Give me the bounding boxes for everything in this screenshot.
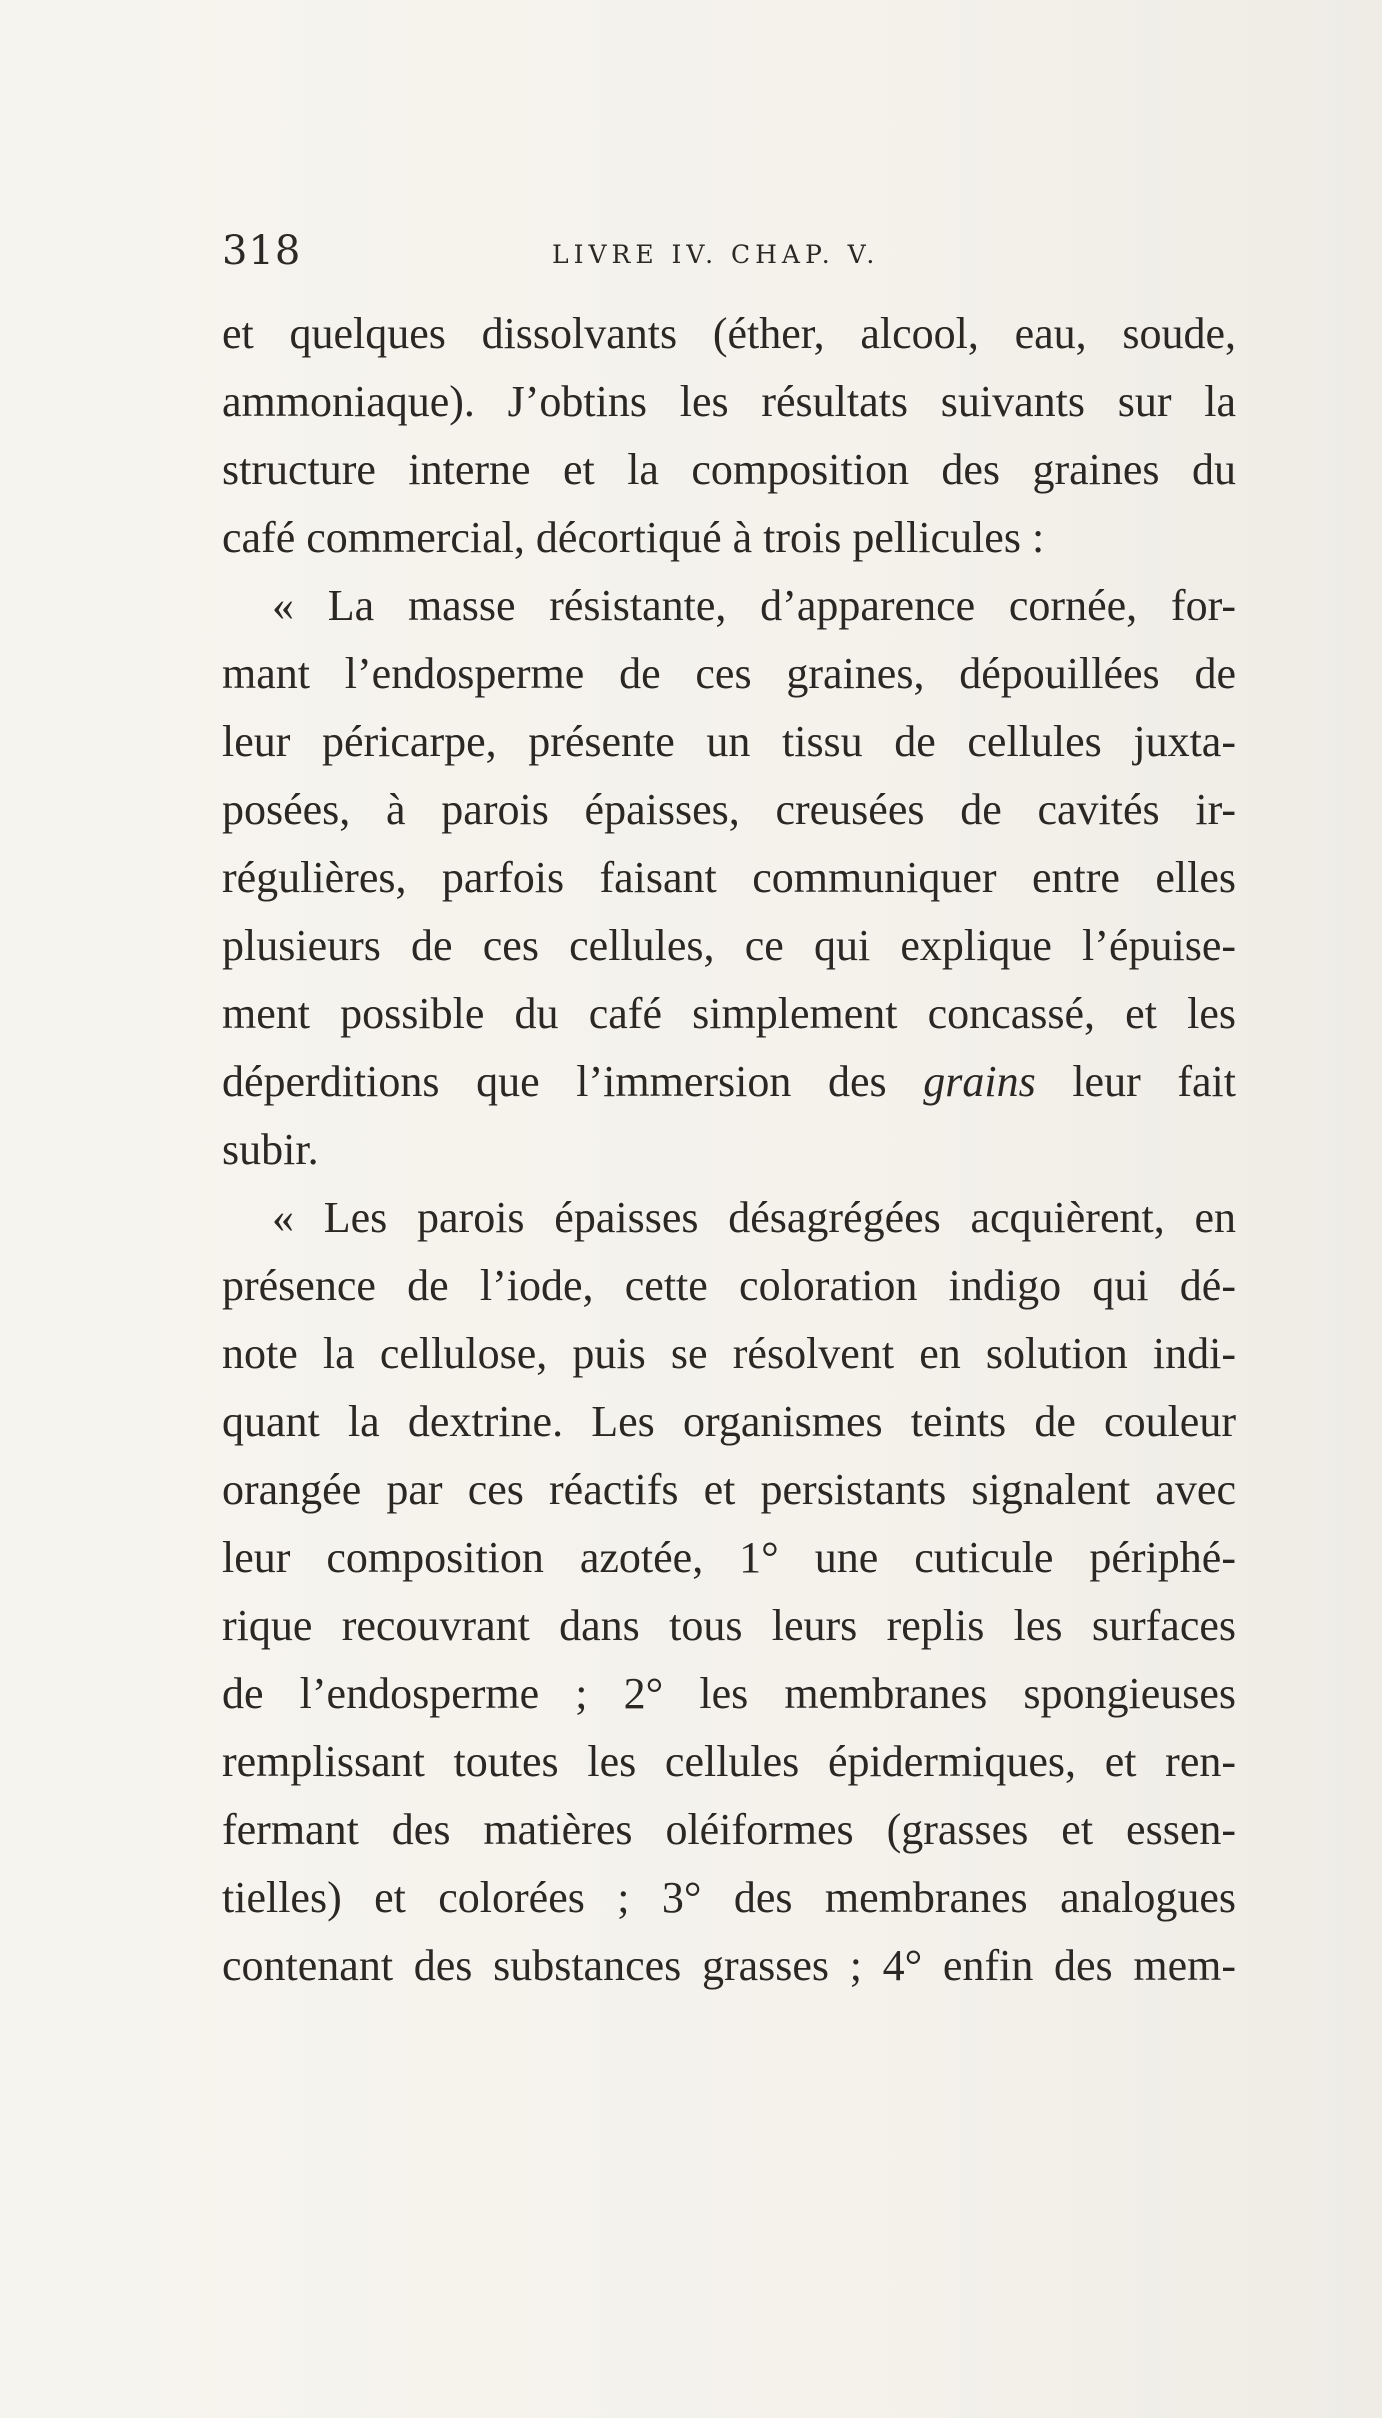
italic-word: grains — [923, 1057, 1036, 1106]
text-line: tielles) et colorées ; 3° des membranes analogues — [222, 1873, 1236, 1922]
text-line: café commercial, décortiqué à trois pellicules : — [222, 513, 1045, 562]
text-line: remplissant toutes les cellules épidermiques, et ren- — [222, 1737, 1236, 1786]
running-head: LIVRE IV. CHAP. V. — [552, 240, 880, 269]
text-line: régulières, parfois faisant communiquer entre elles — [222, 853, 1236, 902]
text-line: fermant des matières oléiformes (grasses et essen- — [222, 1805, 1236, 1854]
text-line: leur composition azotée, 1° une cuticule périphé- — [222, 1533, 1236, 1582]
text-line: et quelques dissolvants (éther, alcool, eau, soude, — [222, 309, 1236, 358]
text-line: « La masse résistante, d’apparence cornée, for- — [272, 581, 1236, 630]
page-number: 318 — [222, 228, 302, 274]
text-line: quant la dextrine. Les organismes teints de couleur — [222, 1397, 1236, 1446]
text-line: orangée par ces réactifs et persistants signalent avec — [222, 1465, 1236, 1514]
text-line: contenant des substances grasses ; 4° enfin des mem- — [222, 1941, 1236, 1990]
text-line: de l’endosperme ; 2° les membranes spongieuses — [222, 1669, 1236, 1718]
text-line: rique recouvrant dans tous leurs replis les surfaces — [222, 1601, 1236, 1650]
body-text — [222, 300, 1236, 2000]
text-line: ammoniaque). J’obtins les résultats suivants sur la — [222, 377, 1236, 426]
text-line: posées, à parois épaisses, creusées de cavités ir- — [222, 785, 1236, 834]
text-line: ment possible du café simplement concassé, et les — [222, 989, 1236, 1038]
text-line: « Les parois épaisses désagrégées acquièrent, en — [272, 1193, 1236, 1242]
text-line: mant l’endosperme de ces graines, dépouillées de — [222, 649, 1236, 698]
text-line: subir. — [222, 1125, 319, 1174]
text-line: note la cellulose, puis se résolvent en solution indi- — [222, 1329, 1236, 1378]
text-line: structure interne et la composition des graines du — [222, 445, 1236, 494]
page-header — [222, 228, 1242, 288]
text-line: plusieurs de ces cellules, ce qui explique l’épuise- — [222, 921, 1236, 970]
text-line: déperditions que l’immersion des grains leur fait — [222, 1057, 1236, 1106]
text-line: leur péricarpe, présente un tissu de cellules juxta- — [222, 717, 1236, 766]
text-line: présence de l’iode, cette coloration indigo qui dé- — [222, 1261, 1236, 1310]
